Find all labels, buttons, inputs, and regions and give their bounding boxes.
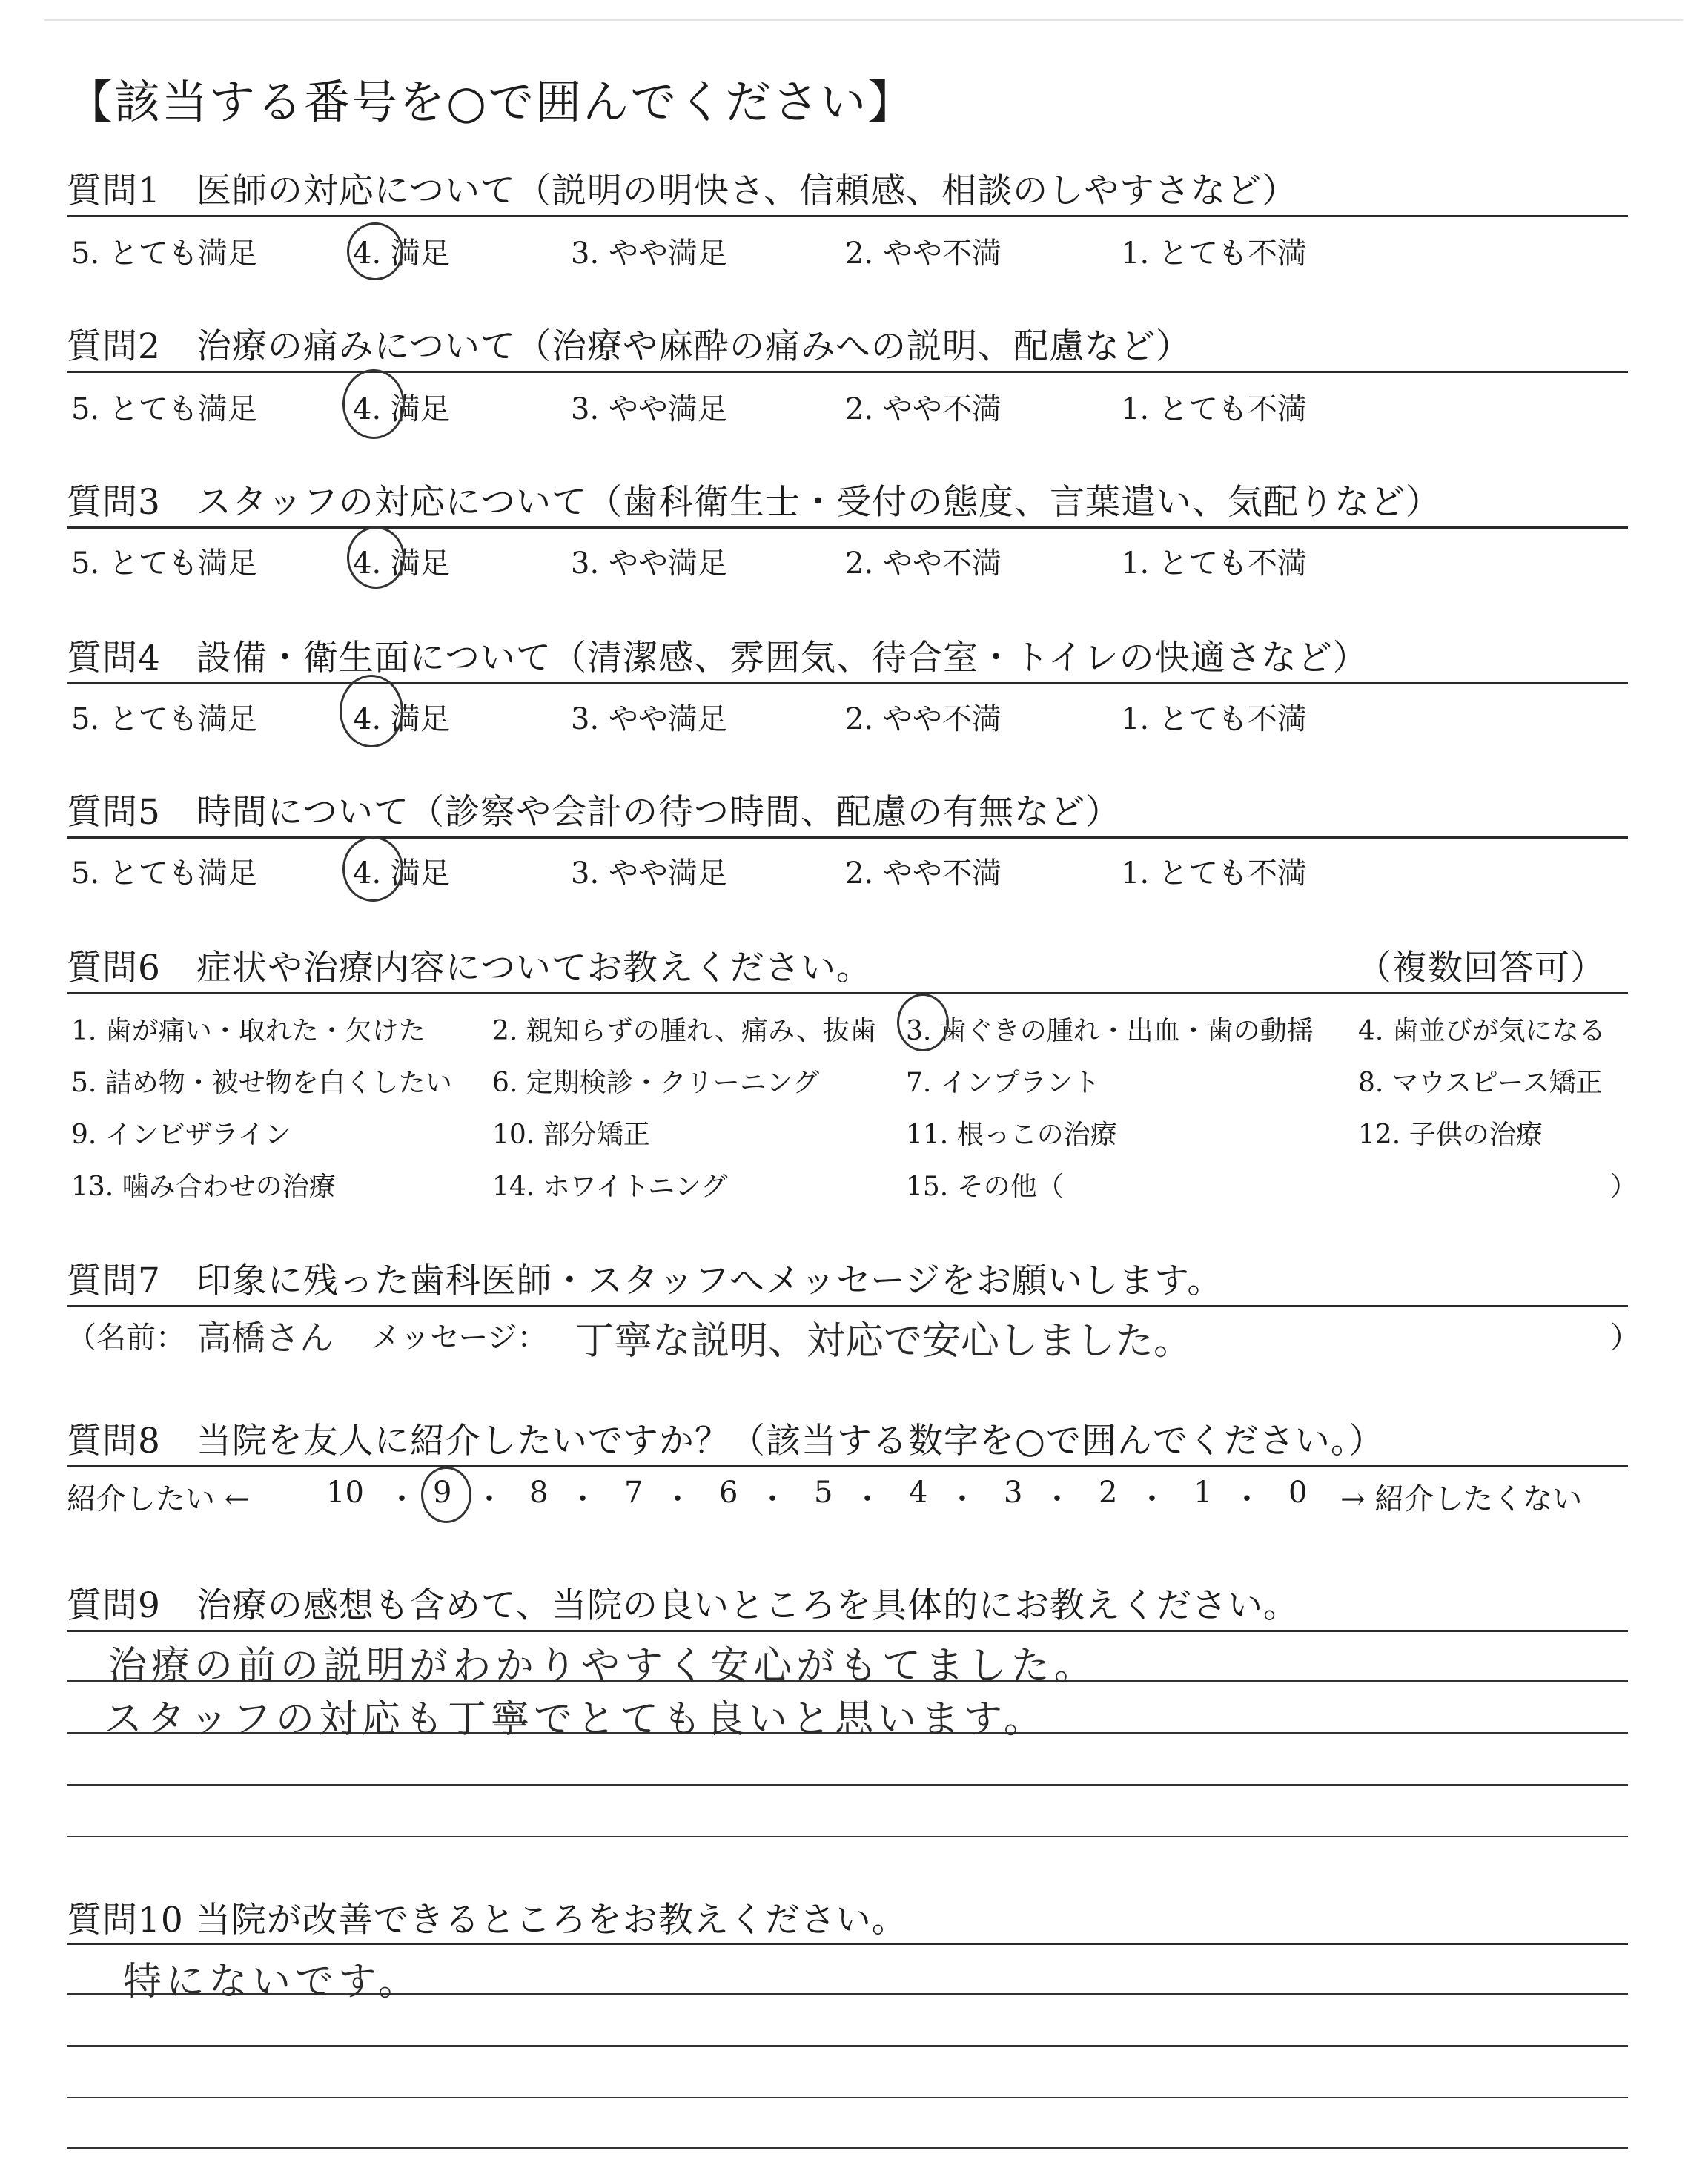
- q6-option-10[interactable]: 10. 部分矯正: [492, 1120, 650, 1150]
- question-4-rule: [67, 682, 1628, 684]
- q8-scale-7[interactable]: 7: [624, 1476, 643, 1510]
- question-10-rule: [67, 1943, 1628, 1945]
- q6-option-11[interactable]: 11. 根っこの治療: [906, 1120, 1117, 1150]
- q5-option-2[interactable]: 2. やや不満: [845, 856, 1002, 891]
- q7-name-value[interactable]: 高橋さん: [197, 1318, 334, 1358]
- q7-message-label: メッセージ：: [371, 1321, 547, 1355]
- question-8-title: 質問8 当院を友人に紹介したいですか？（該当する数字を○で囲んでください。）: [67, 1421, 1385, 1462]
- q6-option-8[interactable]: 8. マウスピース矯正: [1358, 1068, 1603, 1098]
- q7-message-value[interactable]: 丁寧な説明、対応で安心しました。: [575, 1319, 1193, 1364]
- q10-answer-text[interactable]: 特にないです。: [123, 1960, 421, 2004]
- q2-option-3[interactable]: 3. やや満足: [571, 392, 727, 426]
- page-top-border: [44, 19, 1683, 21]
- q1-option-5[interactable]: 5. とても満足: [71, 237, 257, 271]
- question-7-rule: [67, 1305, 1628, 1307]
- question-6-note: （複数回答可）: [1357, 948, 1606, 988]
- q9-answer-text[interactable]: 治療の前の説明がわかりやすく安心がもてました。: [108, 1644, 1098, 1688]
- q2-option-2[interactable]: 2. やや不満: [845, 392, 1002, 426]
- q8-dot: ・: [663, 1482, 692, 1516]
- question-3-rule: [67, 526, 1628, 529]
- q6-option-7[interactable]: 7. インプラント: [906, 1068, 1100, 1098]
- q2-option-5[interactable]: 5. とても満足: [71, 392, 257, 426]
- question-9-title: 質問9 治療の感想も含めて、当院の良いところを具体的にお教えください。: [67, 1585, 1299, 1626]
- q2-option-4[interactable]: 4. 満足: [353, 392, 450, 426]
- q6-option-2[interactable]: 2. 親知らずの腫れ、痛み、抜歯: [492, 1016, 877, 1046]
- q6-option-1[interactable]: 1. 歯が痛い・取れた・欠けた: [71, 1016, 426, 1046]
- q8-dot: ・: [853, 1482, 882, 1516]
- q4-selection-circle: [340, 675, 403, 747]
- question-5-rule: [67, 836, 1628, 839]
- q4-option-2[interactable]: 2. やや不満: [845, 702, 1002, 736]
- q8-scale-5[interactable]: 5: [814, 1476, 833, 1510]
- q2-selection-circle: [342, 369, 405, 439]
- question-4-title: 質問4 設備・衛生面について（清潔感、雰囲気、待合室・トイレの快適さなど）: [67, 638, 1368, 678]
- q10-answer-line: [67, 2147, 1628, 2149]
- q10-answer-line: [67, 2045, 1628, 2047]
- q8-dot: ・: [568, 1482, 598, 1516]
- q3-option-3[interactable]: 3. やや満足: [571, 546, 727, 581]
- q5-option-5[interactable]: 5. とても満足: [71, 856, 257, 891]
- question-2-title: 質問2 治療の痛みについて（治療や麻酔の痛みへの説明、配慮など）: [67, 326, 1192, 367]
- q8-scale-1[interactable]: 1: [1194, 1476, 1213, 1510]
- q8-scale-4[interactable]: 4: [909, 1476, 928, 1510]
- question-6-rule: [67, 992, 1628, 994]
- q8-dot: ・: [758, 1482, 787, 1516]
- question-1-title: 質問1 医師の対応について（説明の明快さ、信頼感、相談のしやすさなど）: [67, 171, 1298, 211]
- q5-option-3[interactable]: 3. やや満足: [571, 856, 727, 891]
- q2-option-1[interactable]: 1. とても不満: [1121, 392, 1307, 426]
- q4-option-5[interactable]: 5. とても満足: [71, 702, 257, 736]
- q5-option-4[interactable]: 4. 満足: [353, 856, 450, 891]
- q8-selection-circle: [421, 1467, 471, 1523]
- q8-scale-2[interactable]: 2: [1099, 1476, 1118, 1510]
- question-10-title: 質問10 当院が改善できるところをお教えください。: [67, 1900, 907, 1941]
- q8-dot: ・: [947, 1482, 977, 1516]
- q6-selection-circle: [897, 994, 949, 1051]
- question-6-title: 質問6 症状や治療内容についてお教えください。: [67, 948, 872, 988]
- q6-option-4[interactable]: 4. 歯並びが気になる: [1358, 1016, 1606, 1046]
- q9-answer-line: [67, 1784, 1628, 1786]
- q6-option-15-close-paren: ）: [1610, 1172, 1638, 1202]
- q6-option-15[interactable]: 15. その他（: [906, 1172, 1064, 1202]
- q6-option-9[interactable]: 9. インビザライン: [71, 1120, 291, 1150]
- q8-scale-8[interactable]: 8: [529, 1476, 549, 1510]
- q3-option-1[interactable]: 1. とても不満: [1121, 546, 1307, 581]
- q9-answer-text[interactable]: スタッフの対応も丁寧でとても良いと思います。: [104, 1697, 1047, 1742]
- q3-option-4[interactable]: 4. 満足: [353, 546, 450, 581]
- q8-dot: ・: [474, 1482, 504, 1516]
- q8-dot: ・: [1042, 1482, 1072, 1516]
- q10-answer-line: [67, 2097, 1628, 2098]
- q3-option-2[interactable]: 2. やや不満: [845, 546, 1002, 581]
- q6-option-6[interactable]: 6. 定期検診・クリーニング: [492, 1068, 820, 1098]
- q9-answer-line: [67, 1836, 1628, 1837]
- q5-selection-circle: [342, 836, 403, 902]
- q6-option-14[interactable]: 14. ホワイトニング: [492, 1172, 728, 1202]
- q6-option-13[interactable]: 13. 噛み合わせの治療: [71, 1172, 336, 1202]
- instruction-heading: 【該当する番号を○で囲んでください】: [67, 75, 916, 129]
- q8-scale-0[interactable]: 0: [1288, 1476, 1308, 1510]
- question-7-title: 質問7 印象に残った歯科医師・スタッフへメッセージをお願いします。: [67, 1261, 1223, 1301]
- q4-option-3[interactable]: 3. やや満足: [571, 702, 727, 736]
- question-3-title: 質問3 スタッフの対応について（歯科衛生士・受付の態度、言葉遣い、気配りなど）: [67, 482, 1441, 523]
- q8-right-label: → 紹介したくない: [1340, 1482, 1583, 1516]
- q8-scale-9[interactable]: 9: [433, 1476, 452, 1510]
- question-2-rule: [67, 371, 1628, 373]
- q6-option-12[interactable]: 12. 子供の治療: [1358, 1120, 1543, 1150]
- q3-option-5[interactable]: 5. とても満足: [71, 546, 257, 581]
- question-5-title: 質問5 時間について（診察や会計の待つ時間、配慮の有無など）: [67, 792, 1121, 833]
- q6-option-5[interactable]: 5. 詰め物・被せ物を白くしたい: [71, 1068, 452, 1098]
- q1-option-4[interactable]: 4. 満足: [353, 237, 450, 271]
- q8-scale-10[interactable]: 10: [326, 1476, 364, 1510]
- q5-option-1[interactable]: 1. とても不満: [1121, 856, 1307, 891]
- q1-selection-circle: [347, 222, 403, 280]
- q7-close-paren: ）: [1610, 1321, 1640, 1355]
- q3-selection-circle: [347, 526, 405, 589]
- q8-scale-3[interactable]: 3: [1004, 1476, 1023, 1510]
- question-9-rule: [67, 1630, 1628, 1632]
- question-1-rule: [67, 215, 1628, 217]
- q8-scale-6[interactable]: 6: [719, 1476, 738, 1510]
- q1-option-1[interactable]: 1. とても不満: [1121, 237, 1307, 271]
- q6-option-3[interactable]: 3. 歯ぐきの腫れ・出血・歯の動揺: [906, 1016, 1314, 1046]
- q8-dot: ・: [1137, 1482, 1167, 1516]
- q4-option-1[interactable]: 1. とても不満: [1121, 702, 1307, 736]
- q8-dot: ・: [1232, 1482, 1262, 1516]
- q1-option-2[interactable]: 2. やや不満: [845, 237, 1002, 271]
- q1-option-3[interactable]: 3. やや満足: [571, 237, 727, 271]
- question-8-rule: [67, 1465, 1628, 1467]
- q8-dot: ・: [387, 1482, 417, 1516]
- q4-option-4[interactable]: 4. 満足: [353, 702, 450, 736]
- q7-name-label: （名前：: [67, 1321, 185, 1355]
- q8-left-label: 紹介したい ←: [67, 1482, 250, 1516]
